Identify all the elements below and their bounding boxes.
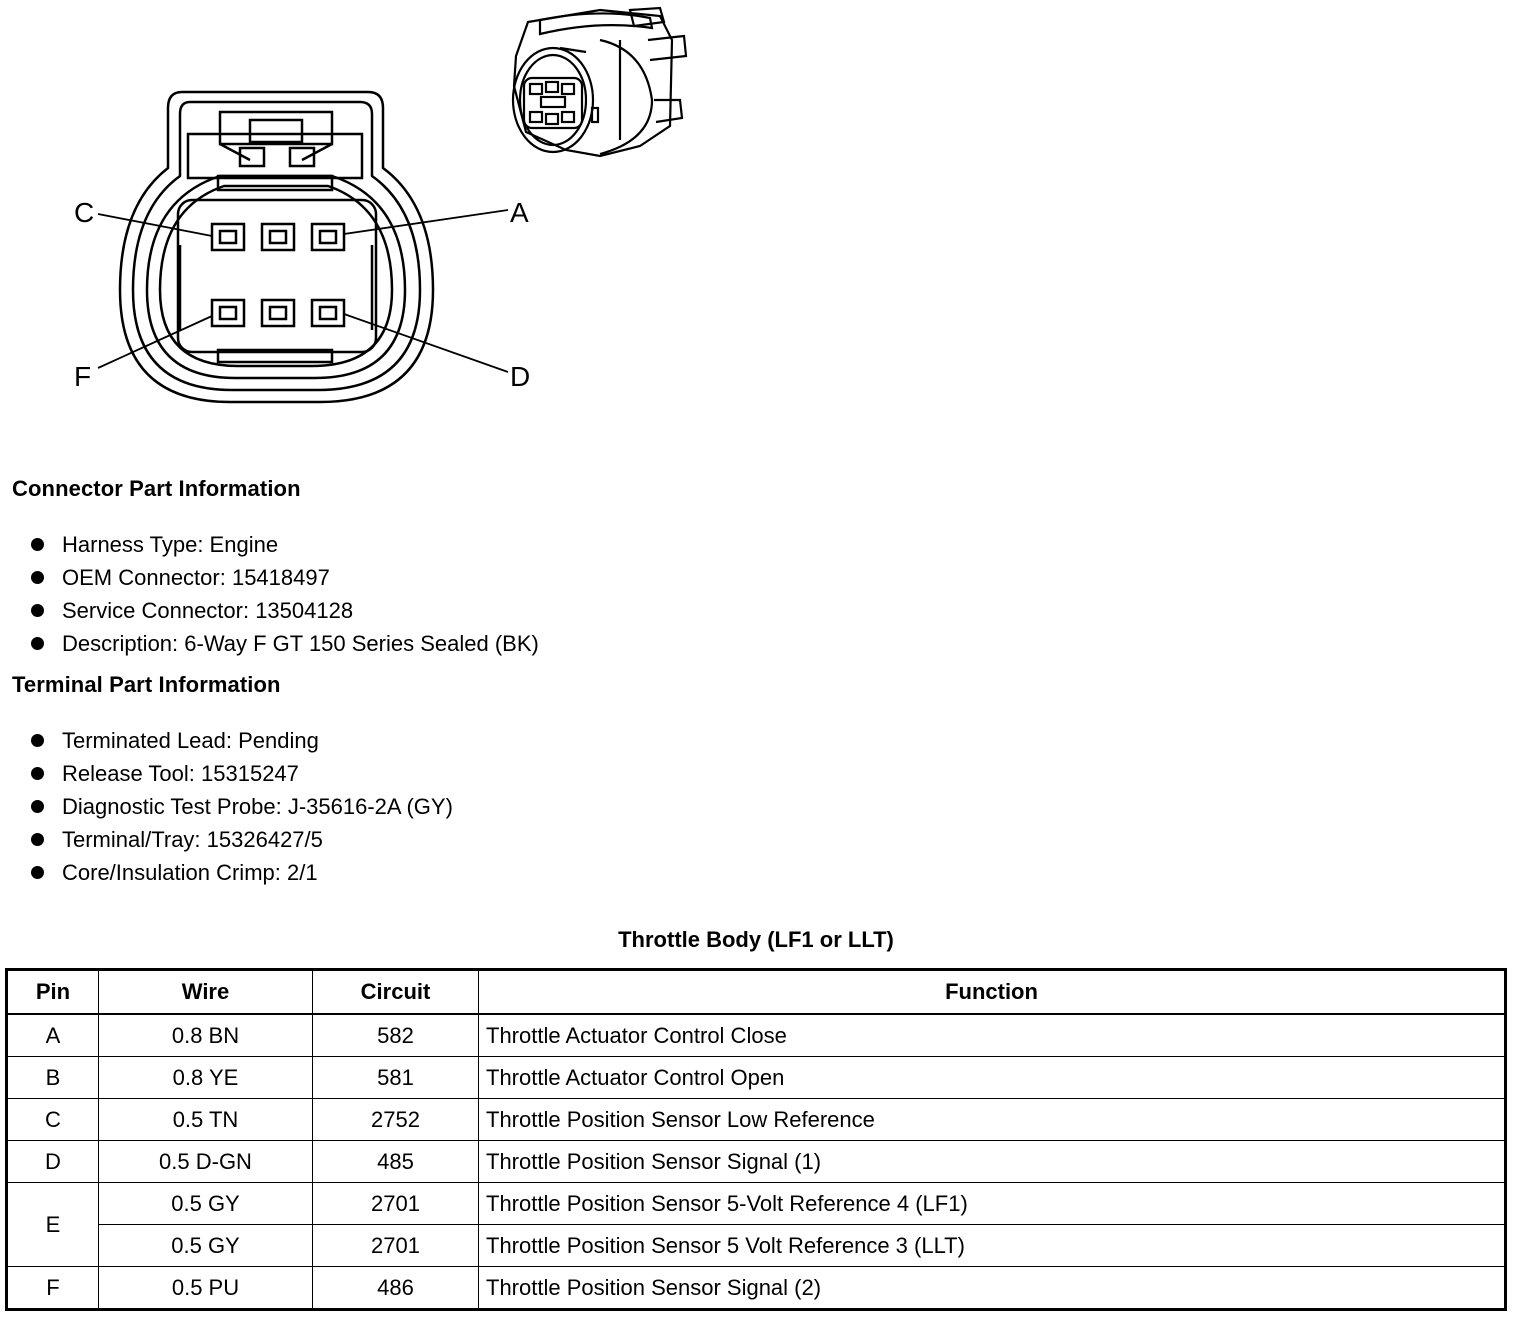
list-item: Diagnostic Test Probe: J-35616-2A (GY) (30, 791, 453, 824)
terminal-cavities (212, 224, 344, 326)
cell-function: Throttle Position Sensor Low Reference (479, 1099, 1506, 1141)
cell-wire: 0.5 GY (99, 1225, 313, 1267)
cell-wire: 0.5 GY (99, 1183, 313, 1225)
cell-pin: D (7, 1141, 99, 1183)
cell-circuit: 486 (313, 1267, 479, 1310)
header-circuit: Circuit (313, 970, 479, 1015)
list-item: Service Connector: 13504128 (30, 595, 539, 628)
cell-circuit: 581 (313, 1057, 479, 1099)
list-item: Description: 6-Way F GT 150 Series Sealed (BK) (30, 628, 539, 661)
pin-label-a: A (510, 197, 529, 228)
cell-function: Throttle Position Sensor Signal (1) (479, 1141, 1506, 1183)
cell-circuit: 2701 (313, 1225, 479, 1267)
cell-pin: E (7, 1183, 99, 1267)
cell-wire: 0.5 TN (99, 1099, 313, 1141)
terminal-info-list (30, 725, 453, 890)
cell-wire: 0.8 YE (99, 1057, 313, 1099)
list-item: Harness Type: Engine (30, 529, 539, 562)
cell-pin: B (7, 1057, 99, 1099)
cell-wire: 0.5 PU (99, 1267, 313, 1310)
table-row (7, 1225, 1506, 1267)
cell-circuit: 2701 (313, 1183, 479, 1225)
list-item: OEM Connector: 15418497 (30, 562, 539, 595)
list-item: Terminal/Tray: 15326427/5 (30, 824, 453, 857)
pin-label-f: F (74, 361, 92, 392)
pin-label-c: C (74, 197, 95, 228)
cell-function: Throttle Actuator Control Open (479, 1057, 1506, 1099)
cell-circuit: 485 (313, 1141, 479, 1183)
terminal-info-heading: Terminal Part Information (12, 672, 281, 697)
table-row (7, 1267, 1506, 1310)
cell-pin: A (7, 1014, 99, 1057)
cell-function: Throttle Actuator Control Close (479, 1014, 1506, 1057)
connector-face-diagram (60, 80, 550, 420)
cell-wire: 0.8 BN (99, 1014, 313, 1057)
connector-info-heading: Connector Part Information (12, 476, 301, 501)
cell-pin: F (7, 1267, 99, 1310)
pin-label-d: D (510, 361, 531, 392)
list-item: Terminated Lead: Pending (30, 725, 453, 758)
cell-pin: C (7, 1099, 99, 1141)
table-title: Throttle Body (LF1 or LLT) (618, 927, 894, 952)
list-item: Core/Insulation Crimp: 2/1 (30, 857, 453, 890)
cell-function: Throttle Position Sensor 5 Volt Reference 3 (LLT) (479, 1225, 1506, 1267)
cell-function: Throttle Position Sensor Signal (2) (479, 1267, 1506, 1310)
table-header-row (7, 970, 1506, 1015)
table-row (7, 1057, 1506, 1099)
connector-3d-illustration (505, 2, 695, 162)
connector-housing (120, 92, 433, 402)
table-row (7, 1099, 1506, 1141)
list-item: Release Tool: 15315247 (30, 758, 453, 791)
cell-wire: 0.5 D-GN (99, 1141, 313, 1183)
cell-function: Throttle Position Sensor 5-Volt Reference 4 (LF1) (479, 1183, 1506, 1225)
table-row (7, 1183, 1506, 1225)
header-pin: Pin (7, 970, 99, 1015)
pinout-table (5, 968, 1507, 1311)
header-wire: Wire (99, 970, 313, 1015)
connector-info-list (30, 529, 539, 661)
cell-circuit: 2752 (313, 1099, 479, 1141)
header-function: Function (479, 970, 1506, 1015)
cell-circuit: 582 (313, 1014, 479, 1057)
table-row (7, 1014, 1506, 1057)
table-row (7, 1141, 1506, 1183)
